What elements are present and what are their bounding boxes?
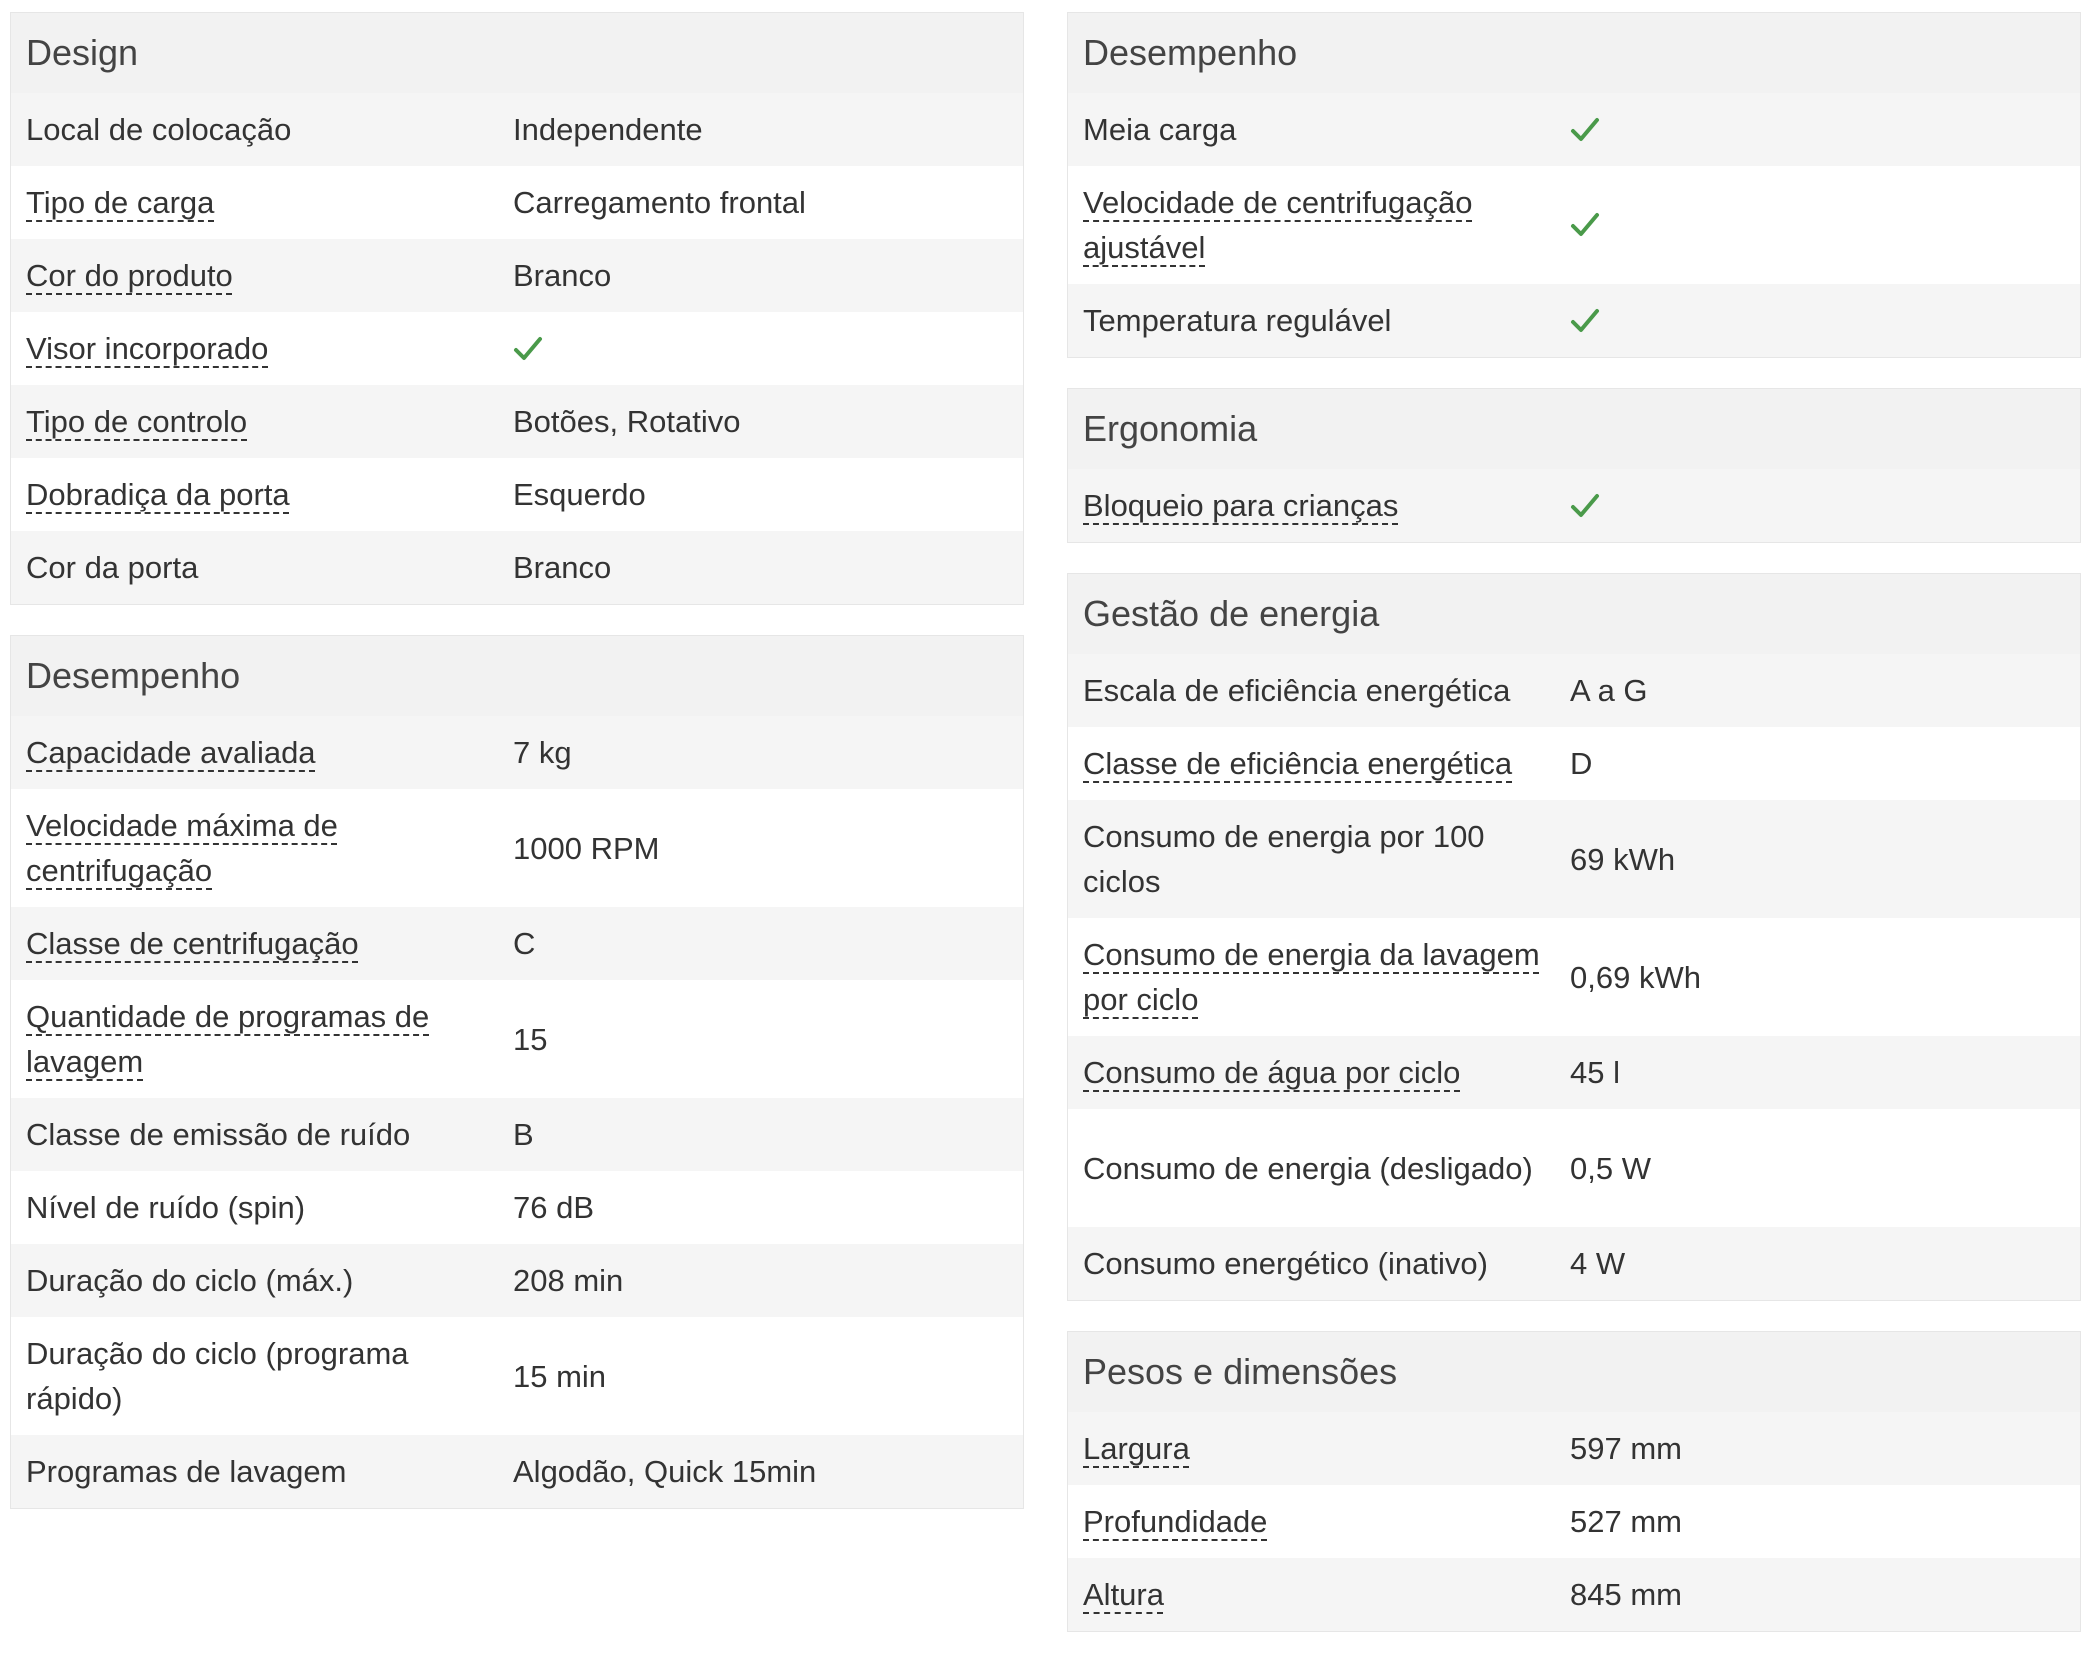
spec-value: 69 kWh xyxy=(1570,841,1676,877)
spec-label-tooltip[interactable]: Tipo de carga xyxy=(26,185,215,220)
spec-label-tooltip[interactable]: Classe de eficiência energética xyxy=(1083,746,1513,781)
spec-row xyxy=(1068,918,2080,1036)
spec-label-tooltip[interactable]: Largura xyxy=(1083,1431,1190,1466)
spec-label: Consumo de energia (desligado) xyxy=(1083,1150,1533,1186)
spec-value: Esquerdo xyxy=(513,477,646,512)
spec-value: 208 min xyxy=(513,1263,624,1298)
section-title: Desempenho xyxy=(11,636,1023,716)
spec-row xyxy=(11,789,1023,907)
spec-row xyxy=(1068,284,2080,357)
spec-label-tooltip[interactable]: Visor incorporado xyxy=(26,331,269,366)
spec-row xyxy=(1068,469,2080,542)
spec-row xyxy=(11,239,1023,312)
spec-label-tooltip[interactable]: Classe de centrifugação xyxy=(26,926,359,961)
spec-value: 0,69 kWh xyxy=(1570,959,1701,995)
spec-value: 527 mm xyxy=(1570,1504,1682,1539)
spec-label: Duração do ciclo (máx.) xyxy=(26,1263,354,1298)
spec-label-tooltip[interactable]: Quantidade de programas de lavagem xyxy=(26,999,430,1079)
spec-value: A a G xyxy=(1570,673,1648,708)
section-energy xyxy=(1067,573,2081,1301)
spec-row xyxy=(1068,1036,2080,1109)
spec-row xyxy=(11,458,1023,531)
spec-value: 76 dB xyxy=(513,1190,595,1225)
spec-row xyxy=(11,1171,1023,1244)
spec-row xyxy=(11,1098,1023,1171)
right-column xyxy=(1067,12,2081,1662)
spec-value: Independente xyxy=(513,112,703,147)
spec-value: Botões, Rotativo xyxy=(513,404,741,439)
check-icon xyxy=(1570,117,2080,143)
spec-row xyxy=(1068,1412,2080,1485)
spec-row xyxy=(1068,93,2080,166)
spec-row xyxy=(1068,1485,2080,1558)
section-title: Ergonomia xyxy=(1068,389,2080,469)
spec-label-tooltip[interactable]: Profundidade xyxy=(1083,1504,1268,1539)
spec-row xyxy=(1068,1109,2080,1227)
spec-value: 0,5 W xyxy=(1570,1150,1651,1186)
spec-label-tooltip[interactable]: Tipo de controlo xyxy=(26,404,248,439)
spec-row xyxy=(11,385,1023,458)
spec-value: 7 kg xyxy=(513,735,572,770)
section-performance xyxy=(10,635,1024,1509)
spec-value: 845 mm xyxy=(1570,1577,1682,1612)
spec-label-tooltip[interactable]: Dobradiça da porta xyxy=(26,477,290,512)
spec-value: Carregamento frontal xyxy=(513,185,806,220)
spec-label: Classe de emissão de ruído xyxy=(26,1117,411,1152)
spec-row xyxy=(1068,654,2080,727)
spec-value: 15 xyxy=(513,1021,548,1057)
spec-value: Branco xyxy=(513,258,612,293)
spec-label-tooltip[interactable]: Consumo de água por ciclo xyxy=(1083,1055,1461,1090)
spec-label: Consumo energético (inativo) xyxy=(1083,1246,1488,1281)
section-performance-features xyxy=(1067,12,2081,358)
spec-value: Branco xyxy=(513,550,612,585)
spec-label: Programas de lavagem xyxy=(26,1454,347,1489)
section-dimensions xyxy=(1067,1331,2081,1632)
spec-label: Meia carga xyxy=(1083,112,1237,147)
spec-row xyxy=(1068,727,2080,800)
spec-row xyxy=(11,907,1023,980)
spec-value: Algodão, Quick 15min xyxy=(513,1454,817,1489)
spec-label: Consumo de energia por 100 ciclos xyxy=(1083,819,1485,899)
spec-label: Escala de eficiência energética xyxy=(1083,673,1511,708)
spec-label-tooltip[interactable]: Velocidade de centrifugação ajustável xyxy=(1083,185,1473,265)
spec-label-tooltip[interactable]: Cor do produto xyxy=(26,258,233,293)
spec-value: 597 mm xyxy=(1570,1431,1682,1466)
spec-row xyxy=(11,1435,1023,1508)
spec-label: Cor da porta xyxy=(26,550,199,585)
section-ergonomics xyxy=(1067,388,2081,543)
spec-row xyxy=(11,980,1023,1098)
check-icon xyxy=(1570,493,2080,519)
spec-label-tooltip[interactable]: Velocidade máxima de centrifugação xyxy=(26,808,338,888)
spec-row xyxy=(11,1317,1023,1435)
spec-row xyxy=(11,166,1023,239)
spec-row xyxy=(1068,1227,2080,1300)
spec-value: 1000 RPM xyxy=(513,830,660,866)
spec-row xyxy=(11,1244,1023,1317)
check-icon xyxy=(1570,308,2080,334)
check-icon xyxy=(513,336,1023,362)
spec-label: Duração do ciclo (programa rápido) xyxy=(26,1336,409,1416)
spec-label-tooltip[interactable]: Consumo de energia da lavagem por ciclo xyxy=(1083,937,1540,1017)
spec-label-tooltip[interactable]: Capacidade avaliada xyxy=(26,735,316,770)
spec-label: Nível de ruído (spin) xyxy=(26,1190,306,1225)
spec-row xyxy=(1068,800,2080,918)
section-title: Gestão de energia xyxy=(1068,574,2080,654)
left-column xyxy=(10,12,1024,1539)
spec-value: 45 l xyxy=(1570,1055,1620,1090)
spec-value: B xyxy=(513,1117,534,1152)
spec-value: 15 min xyxy=(513,1358,607,1394)
section-title: Desempenho xyxy=(1068,13,2080,93)
section-title: Pesos e dimensões xyxy=(1068,1332,2080,1412)
spec-value: C xyxy=(513,926,536,961)
spec-row xyxy=(11,312,1023,385)
spec-row xyxy=(11,716,1023,789)
spec-label: Temperatura regulável xyxy=(1083,303,1392,338)
section-design xyxy=(10,12,1024,605)
spec-label: Local de colocação xyxy=(26,112,292,147)
spec-row xyxy=(1068,1558,2080,1631)
spec-row xyxy=(11,531,1023,604)
spec-row xyxy=(11,93,1023,166)
spec-value: 4 W xyxy=(1570,1246,1626,1281)
spec-label-tooltip[interactable]: Altura xyxy=(1083,1577,1164,1612)
check-icon xyxy=(1570,212,2080,238)
spec-label-tooltip[interactable]: Bloqueio para crianças xyxy=(1083,488,1399,523)
section-title: Design xyxy=(11,13,1023,93)
spec-value: D xyxy=(1570,746,1593,781)
spec-row xyxy=(1068,166,2080,284)
